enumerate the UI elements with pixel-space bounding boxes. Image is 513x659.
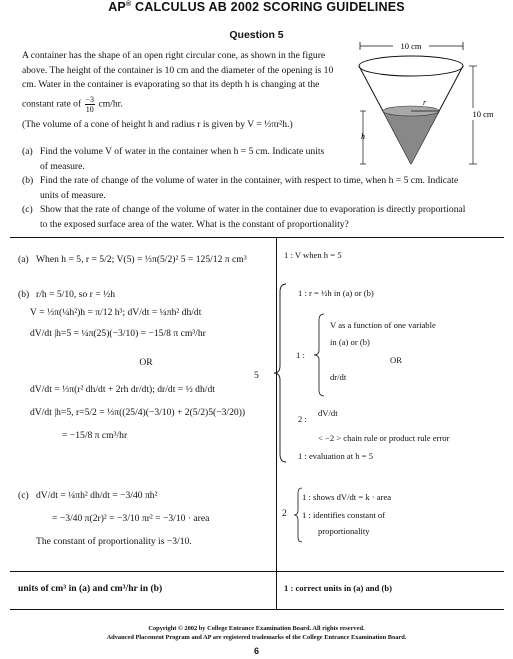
solution-text: dV/dt |h=5, r=5/2 = ⅓π((25/4)(−3/10) + 2(5/2)5(−3/20))	[30, 407, 246, 418]
score-units: 1 : correct units in (a) and (b)	[284, 583, 392, 593]
score-b-points: 5	[254, 370, 259, 381]
r-label: r	[423, 98, 427, 107]
rate-prefix: constant rate of	[22, 98, 82, 110]
solution-text: When h = 5, r = 5/2; V(5) = ⅓π(5/2)² 5 = 125/12 π cm³	[36, 254, 247, 265]
score-b4: 1 : evaluation at h = 5	[298, 451, 374, 461]
brace-path	[294, 488, 302, 542]
table-bottom-border	[10, 609, 504, 610]
part-c	[22, 203, 502, 218]
solution-b	[18, 287, 274, 443]
solution-text: dV/dt = ⅓π(r² dh/dt + 2rh dr/dt); dr/dt = ½ dh/dt	[30, 384, 215, 395]
header-ap: AP	[108, 0, 126, 14]
footer-copyright: Copyright © 2002 by College Entrance Examination Board. All rights reserved.	[148, 625, 365, 632]
rate-num: −3	[85, 94, 95, 104]
problem-line: cm. Water in the container is evaporating so that its depth h is changing at the	[22, 79, 320, 90]
solution-text: V = ⅓π(¼h²)h = π/12 h³; dV/dt = ¼πh² dh/dt	[30, 307, 202, 318]
solution-text: r/h = 5/10, so r = ½h	[36, 289, 116, 300]
water-body	[383, 111, 439, 164]
solution-text: dV/dt = ¼πh² dh/dt = −3/40 πh²	[36, 490, 158, 501]
header-registered: ®	[125, 0, 132, 8]
solution-text: = −15/8 π cm³/hr	[62, 430, 128, 441]
part-text: to the exposed surface area of the water. What is the constant of proportionality?	[40, 218, 349, 230]
cone-rim	[359, 56, 463, 76]
score-b2-in: in (a) or (b)	[330, 337, 370, 347]
score-b3-label: 2 :	[298, 414, 307, 424]
part-label: (a)	[22, 146, 33, 157]
footer-trademark: Advanced Placement Program and AP are registered trademarks of the College Entrance Examination Board.	[106, 634, 407, 641]
units-row-border	[10, 571, 504, 572]
score-b3-error: < −2 > chain rule or product rule error	[318, 433, 450, 443]
top-dimension-label: 10 cm	[400, 41, 422, 51]
solution-or: OR	[139, 357, 153, 368]
table-top-border	[10, 237, 504, 238]
score-c1: 1 : shows dV/dt = k · area	[302, 492, 392, 502]
rate-fraction	[85, 95, 96, 114]
brace-path	[274, 284, 286, 462]
part-text: of measure.	[40, 160, 85, 172]
rate-line	[22, 95, 352, 114]
score-b2-label: 1 :	[296, 350, 305, 360]
right-dimension-label: 10 cm	[472, 109, 494, 119]
solution-label: (a)	[18, 254, 29, 265]
part-label: (b)	[22, 175, 34, 186]
score-b3-dvdt: dV/dt	[318, 408, 338, 418]
solution-label: (b)	[18, 289, 30, 300]
part-text: Find the volume V of water in the container when h = 5 cm. Indicate units	[40, 146, 325, 157]
header-title: CALCULUS AB 2002 SCORING GUIDELINES	[131, 0, 405, 14]
problem-line: above. The height of the container is 10 cm and the diameter of the opening is 10	[22, 64, 334, 76]
rate-unit: cm/hr.	[98, 98, 123, 110]
brace-path	[314, 314, 324, 396]
part-b	[22, 174, 502, 189]
units-line: units of cm³ in (a) and cm³/hr in (b)	[18, 583, 163, 594]
score-b2-or: OR	[390, 355, 402, 365]
volume-note: (The volume of a cone of height h and radius r is given by V = ⅓πr²h.)	[22, 118, 293, 130]
score-b1: 1 : r = ½h in (a) or (b)	[298, 288, 374, 298]
part-text: Show that the rate of change of the volume of water in the container due to evaporation is directly proportional	[40, 204, 466, 215]
score-b2-drdt: dr/dt	[330, 372, 347, 382]
solution-text: dV/dt |h=5 = ¼π(25)(−3/10) = −15/8 π cm³/hr	[30, 328, 206, 339]
score-b2-brace	[312, 312, 326, 398]
score-b2-func: V as a function of one variable	[330, 320, 436, 330]
footer	[0, 624, 513, 642]
score-c-points: 2	[282, 508, 287, 519]
score-a: 1 : V when h = 5	[284, 250, 342, 260]
page-header	[0, 0, 513, 14]
part-label: (c)	[22, 204, 33, 215]
solution-a	[18, 252, 274, 267]
solution-text: = −3/40 π(2r)² = −3/10 πr² = −3/10 · area	[52, 513, 210, 524]
solution-text: The constant of proportionality is −3/10.	[36, 536, 192, 547]
score-c2b: proportionality	[318, 526, 370, 536]
problem-statement	[22, 49, 352, 132]
h-label: h	[361, 132, 365, 141]
page-number: 6	[253, 646, 259, 656]
score-c2: 1 : identifies constant of	[302, 510, 386, 520]
problem-line: A container has the shape of an open right circular cone, as shown in the figure	[22, 50, 326, 61]
question-title: Question 5	[229, 29, 284, 41]
rate-den: 10	[85, 104, 94, 114]
part-text: units of measure.	[40, 189, 106, 201]
score-b-brace	[270, 282, 290, 464]
solution-label: (c)	[18, 490, 29, 501]
solution-c	[18, 488, 274, 549]
part-text: Find the rate of change of the volume of water in the container, with respect to time, when h = 5 cm. Indicate	[40, 175, 459, 186]
cone-figure	[355, 38, 510, 168]
